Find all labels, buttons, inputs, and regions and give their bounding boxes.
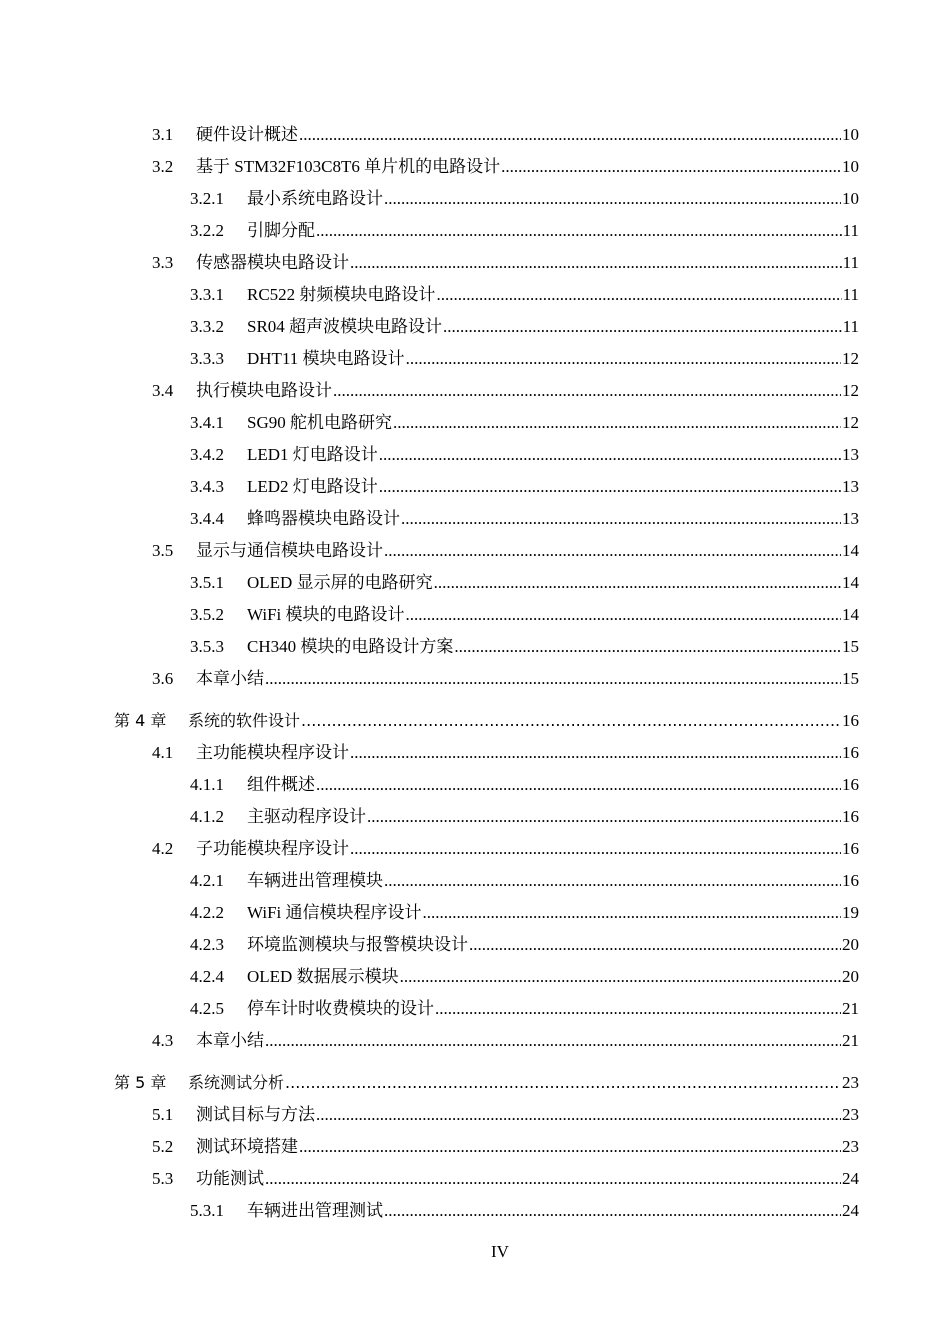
toc-entry-page: 24: [842, 1201, 859, 1220]
toc-entry-page: 16: [842, 775, 859, 794]
toc-entry-title: 停车计时收费模块的设计: [247, 999, 434, 1018]
toc-entry-title: LED1 灯电路设计: [247, 445, 378, 464]
toc-entry-number: 3.3.2: [190, 317, 224, 336]
toc-entry-page: 12: [842, 413, 859, 432]
toc-entry-title: 子功能模块程序设计: [196, 839, 349, 858]
toc-entry[interactable]: [190, 958, 859, 988]
toc-entry-page: 10: [842, 125, 859, 144]
toc-leader-dots: [384, 188, 841, 210]
toc-entry-title: 功能测试: [196, 1169, 264, 1188]
toc-chapter-entry[interactable]: [114, 702, 859, 732]
toc-entry[interactable]: [152, 1096, 859, 1126]
toc-entry-number: 5.3.1: [190, 1201, 224, 1220]
toc-entry-number: 3.4.1: [190, 413, 224, 432]
toc-entry-number: 4.1.2: [190, 807, 224, 826]
toc-entry[interactable]: [190, 180, 859, 210]
toc-leader-dots: [350, 742, 841, 764]
toc-leader-dots: [501, 156, 841, 178]
toc-entry-page: 16: [842, 743, 859, 762]
toc-entry[interactable]: [152, 1022, 859, 1052]
toc-leader-dots: [443, 316, 842, 338]
toc-entry-title: LED2 灯电路设计: [247, 477, 378, 496]
toc-leader-dots: [469, 934, 841, 956]
toc-entry[interactable]: [190, 436, 859, 466]
toc-leader-dots: [333, 380, 841, 402]
toc-leader-dots: [350, 252, 842, 274]
toc-entry-title: 基于 STM32F103C8T6 单片机的电路设计: [196, 157, 501, 176]
toc-entry[interactable]: [190, 212, 859, 242]
toc-entry-number: 4.2.5: [190, 999, 224, 1018]
toc-entry-title: OLED 显示屏的电路研究: [247, 573, 433, 592]
toc-entry-page: 21: [842, 1031, 859, 1050]
toc-entry[interactable]: [190, 628, 859, 658]
toc-entry-title: 环境监测模块与报警模块设计: [247, 935, 468, 954]
toc-entry-title: 本章小结: [196, 1031, 264, 1050]
toc-entry[interactable]: [190, 564, 859, 594]
toc-entry-title: WiFi 通信模块程序设计: [247, 903, 422, 922]
toc-entry-title: RC522 射频模块电路设计: [247, 285, 436, 304]
toc-entry-title: 车辆进出管理模块: [247, 871, 383, 890]
toc-entry-number: 4.2.1: [190, 871, 224, 890]
toc-entry-title: WiFi 模块的电路设计: [247, 605, 405, 624]
toc-entry-number: 3.2.1: [190, 189, 224, 208]
toc-entry[interactable]: [152, 148, 859, 178]
page-number: IV: [491, 1242, 509, 1261]
toc-leader-dots: [401, 508, 841, 530]
toc-entry-page: 12: [842, 381, 859, 400]
toc-leader-dots: [384, 540, 841, 562]
toc-entry-number: 3.4: [152, 381, 174, 400]
toc-entry-number: 3.3.3: [190, 349, 224, 368]
toc-entry-number: 4.1.1: [190, 775, 224, 794]
toc-leader-dots: [393, 412, 841, 434]
toc-entry-page: 23: [842, 1105, 859, 1124]
toc-leader-dots: [379, 476, 841, 498]
toc-entry[interactable]: [190, 500, 859, 530]
toc-entry-page: 14: [842, 541, 859, 560]
toc-entry-page: 12: [842, 349, 859, 368]
toc-entry-title: 本章小结: [196, 669, 264, 688]
toc-entry[interactable]: [190, 766, 859, 796]
toc-entry-number: 3.4.3: [190, 477, 224, 496]
toc-entry-page: 10: [842, 189, 859, 208]
toc-leader-dots: [301, 710, 841, 732]
toc-entry[interactable]: [190, 308, 859, 338]
toc-leader-dots: [299, 124, 841, 146]
toc-entry-page: 19: [842, 903, 859, 922]
toc-leader-dots: [434, 572, 841, 594]
toc-chapter-entry[interactable]: [114, 1064, 859, 1094]
toc-entry[interactable]: [152, 532, 859, 562]
toc-entry-page: 13: [842, 445, 859, 464]
toc-entry-number: 3.1: [152, 125, 174, 144]
toc-entry-page: 14: [842, 605, 859, 624]
toc-leader-dots: [436, 284, 841, 306]
toc-entry-number: 3.5.1: [190, 573, 224, 592]
toc-entry[interactable]: [152, 734, 859, 764]
toc-entry-number: 4.3: [152, 1031, 174, 1050]
toc-entry-page: 16: [842, 807, 859, 826]
toc-entry-number: 4.2.3: [190, 935, 224, 954]
toc-entry-number: 5.2: [152, 1137, 174, 1156]
toc-entry-page: 13: [842, 509, 859, 528]
toc-entry[interactable]: [190, 1192, 859, 1222]
toc-leader-dots: [265, 1168, 841, 1190]
toc-entry[interactable]: [152, 1160, 859, 1190]
toc-entry-page: 21: [842, 999, 859, 1018]
toc-entry-title: 系统的软件设计: [188, 711, 301, 730]
toc-entry-page: 13: [842, 477, 859, 496]
toc-entry[interactable]: [190, 468, 859, 498]
toc-entry[interactable]: [190, 596, 859, 626]
toc-entry-number: 第 4 章: [114, 711, 167, 730]
toc-leader-dots: [384, 1200, 841, 1222]
toc-entry[interactable]: [152, 1128, 859, 1158]
toc-entry-page: 11: [842, 253, 859, 272]
toc-entry-number: 4.1: [152, 743, 174, 762]
toc-entry-number: 3.2.2: [190, 221, 224, 240]
toc-leader-dots: [367, 806, 841, 828]
toc-entry-title: 传感器模块电路设计: [196, 253, 349, 272]
toc-entry-title: 蜂鸣器模块电路设计: [247, 509, 400, 528]
toc-entry-title: 组件概述: [247, 775, 315, 794]
toc-entry-title: 主功能模块程序设计: [196, 743, 349, 762]
toc-leader-dots: [285, 1072, 841, 1094]
toc-entry-number: 3.3.1: [190, 285, 224, 304]
toc-entry[interactable]: [190, 926, 859, 956]
toc-leader-dots: [406, 604, 841, 626]
toc-entry-number: 5.3: [152, 1169, 174, 1188]
toc-entry[interactable]: [190, 340, 859, 370]
toc-entry-title: 系统测试分析: [188, 1073, 285, 1092]
toc-entry-title: 执行模块电路设计: [196, 381, 332, 400]
toc-entry-page: 16: [842, 871, 859, 890]
toc-entry-title: 车辆进出管理测试: [247, 1201, 383, 1220]
toc-entry-title: SG90 舵机电路研究: [247, 413, 392, 432]
toc-entry-page: 23: [842, 1073, 859, 1092]
toc-entry[interactable]: [190, 276, 859, 306]
toc-entry-number: 3.4.4: [190, 509, 224, 528]
toc-entry-title: 硬件设计概述: [196, 125, 298, 144]
toc-entry-number: 3.2: [152, 157, 174, 176]
toc-leader-dots: [384, 870, 841, 892]
toc-leader-dots: [350, 838, 841, 860]
toc-entry-title: OLED 数据展示模块: [247, 967, 399, 986]
toc-entry-number: 4.2.4: [190, 967, 224, 986]
toc-entry-title: 测试环境搭建: [196, 1137, 298, 1156]
toc-entry-title: 测试目标与方法: [196, 1105, 315, 1124]
toc-entry-page: 15: [842, 637, 859, 656]
toc-leader-dots: [406, 348, 841, 370]
toc-leader-dots: [316, 220, 842, 242]
toc-leader-dots: [316, 774, 841, 796]
toc-leader-dots: [379, 444, 841, 466]
toc-entry-number: 4.2: [152, 839, 174, 858]
toc-entry-number: 4.2.2: [190, 903, 224, 922]
toc-entry[interactable]: [152, 372, 859, 402]
toc-entry[interactable]: [152, 830, 859, 860]
toc-entry[interactable]: [152, 244, 859, 274]
toc-entry[interactable]: [190, 894, 859, 924]
toc-entry-page: 15: [842, 669, 859, 688]
toc-entry-number: 3.4.2: [190, 445, 224, 464]
toc-entry-number: 5.1: [152, 1105, 174, 1124]
toc-entry-title: SR04 超声波模块电路设计: [247, 317, 443, 336]
toc-entry-number: 第 5 章: [114, 1073, 167, 1092]
toc-entry-title: 最小系统电路设计: [247, 189, 383, 208]
toc-leader-dots: [299, 1136, 841, 1158]
toc-entry-page: 23: [842, 1137, 859, 1156]
toc-entry-page: 14: [842, 573, 859, 592]
toc-entry-page: 10: [842, 157, 859, 176]
toc-entry[interactable]: [152, 116, 859, 146]
toc-entry-page: 20: [842, 967, 859, 986]
toc-leader-dots: [435, 998, 841, 1020]
toc-entry-title: DHT11 模块电路设计: [247, 349, 405, 368]
toc-leader-dots: [400, 966, 841, 988]
toc-entry-number: 3.5.2: [190, 605, 224, 624]
toc-entry-title: 主驱动程序设计: [247, 807, 366, 826]
toc-entry-title: CH340 模块的电路设计方案: [247, 637, 454, 656]
toc-entry-title: 显示与通信模块电路设计: [196, 541, 383, 560]
toc-entry-page: 11: [842, 285, 859, 304]
toc-entry-number: 3.6: [152, 669, 174, 688]
toc-entry[interactable]: [190, 990, 859, 1020]
toc-leader-dots: [265, 668, 841, 690]
toc-leader-dots: [316, 1104, 841, 1126]
toc-entry-number: 3.3: [152, 253, 174, 272]
toc-entry[interactable]: [152, 660, 859, 690]
toc-entry-page: 11: [842, 317, 859, 336]
toc-leader-dots: [423, 902, 841, 924]
toc-entry-number: 3.5.3: [190, 637, 224, 656]
toc-entry-page: 11: [842, 221, 859, 240]
toc-entry-number: 3.5: [152, 541, 174, 560]
toc-entry-page: 16: [842, 839, 859, 858]
toc-entry-page: 20: [842, 935, 859, 954]
toc-entry-page: 24: [842, 1169, 859, 1188]
toc-entry-page: 16: [842, 711, 859, 730]
toc-leader-dots: [454, 636, 841, 658]
toc-entry[interactable]: [190, 798, 859, 828]
toc-entry[interactable]: [190, 862, 859, 892]
toc-leader-dots: [265, 1030, 841, 1052]
toc-entry[interactable]: [190, 404, 859, 434]
toc-entry-title: 引脚分配: [247, 221, 315, 240]
